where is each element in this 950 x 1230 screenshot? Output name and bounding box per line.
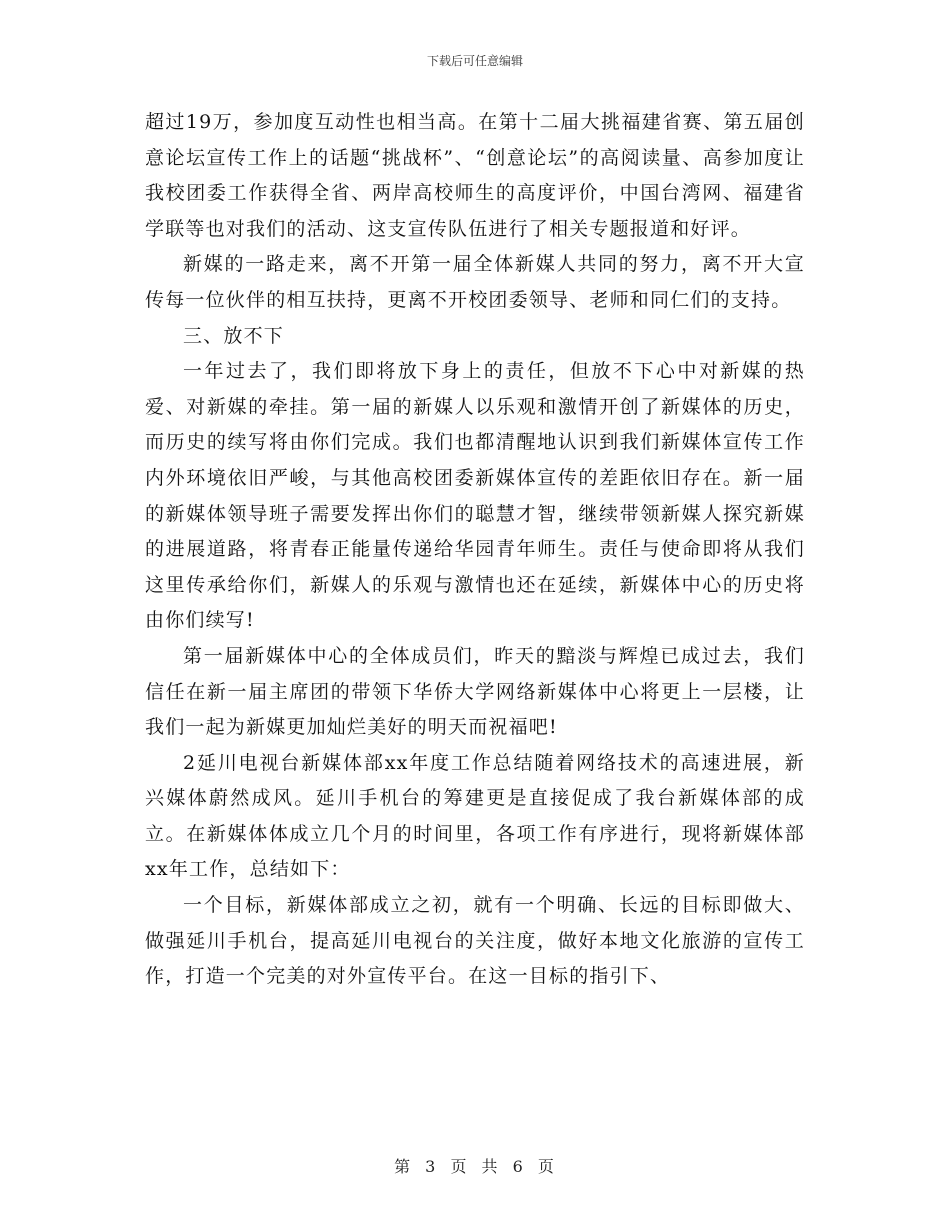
- paragraph-continuation: 超过19万，参加度互动性也相当高。在第十二届大挑福建省赛、第五届创意论坛宣传工作上的话题“挑战杯”、“创意论坛”的高阅读量、高参加度让我校团委工作获得全省、两岸高校师生的高度评价，中国台湾网、福建省学联等也对我们的活动、这支宣传队伍进行了相关专题报道和好评。: [145, 111, 805, 240]
- paragraph: 一个目标，新媒体部成立之初，就有一个明确、长远的目标即做大、做强延川手机台，提高延川电视台的关注度，做好本地文化旅游的宣传工作，打造一个完美的对外宣传平台。在这一目标的指引下、: [145, 894, 805, 988]
- paragraph: 第一届新媒体中心的全体成员们，昨天的黯淡与辉煌已成过去，我们信任在新一届主席团的带领下华侨大学网络新媒体中心将更上一层楼，让我们一起为新媒更加灿烂美好的明天而祝福吧!: [145, 644, 805, 739]
- page-header: 下载后可任意编辑: [426, 54, 523, 68]
- document-body: [145, 105, 805, 995]
- paragraph: 新媒的一路走来，离不开第一届全体新媒人共同的努力，离不开大宣传每一位伙伴的相互扶持，更离不开校团委领导、老师和同仁们的支持。: [145, 253, 805, 311]
- paragraph: 2延川电视台新媒体部xx年度工作总结随着网络技术的高速进展，新兴媒体蔚然成风。延川手机台的筹建更是直接促成了我台新媒体部的成立。在新媒体体成立几个月的时间里，各项工作有序进行，现将新媒体部xx年工作，总结如下：: [145, 751, 805, 881]
- paragraph: 一年过去了，我们即将放下身上的责任，但放不下心中对新媒的热爱、对新媒的牵挂。第一届的新媒人以乐观和激情开创了新媒体的历史，而历史的续写将由你们完成。我们也都清醒地认识到我们新媒体宣传工作内外环境依旧严峻，与其他高校团委新媒体宣传的差距依旧存在。新一届的新媒体领导班子需要发挥出你们的聪慧才智，继续带领新媒人探究新媒的进展道路，将青春正能量传递给华园青年师生。责任与使命即将从我们这里传承给你们，新媒人的乐观与激情也还在延续，新媒体中心的历史将由你们续写!: [145, 360, 805, 632]
- section-heading: 三、放不下: [183, 324, 285, 347]
- page-footer: 第 3 页 共 6 页: [394, 1157, 556, 1176]
